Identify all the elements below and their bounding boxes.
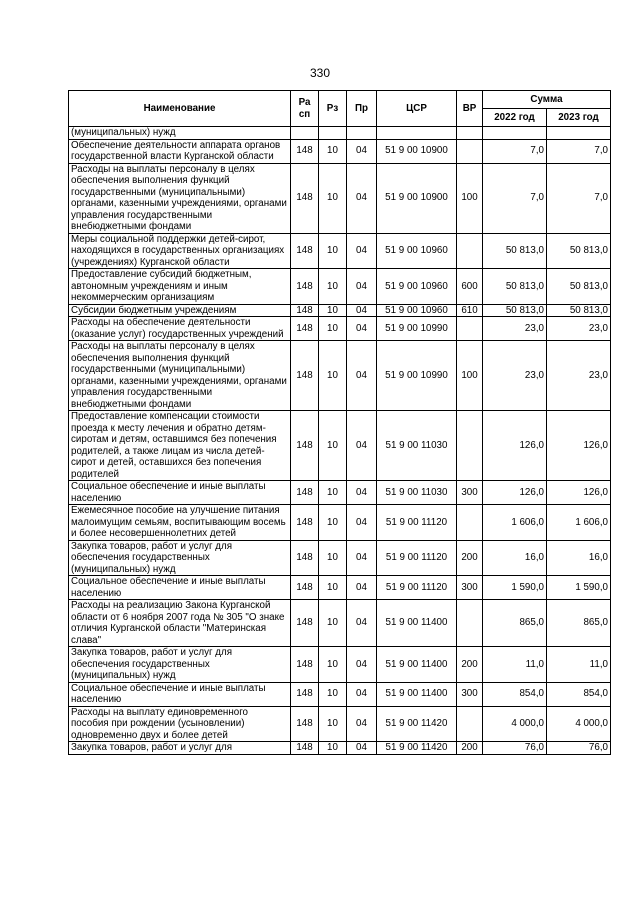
- table-row: [69, 269, 611, 305]
- table-row: [69, 233, 611, 269]
- row-pr: 04: [347, 682, 377, 706]
- header-csr: ЦСР: [377, 91, 457, 127]
- row-csr: 51 9 00 10900: [377, 139, 457, 163]
- row-sum-2023: 854,0: [547, 682, 611, 706]
- header-rasp: Ра сп: [291, 91, 319, 127]
- row-sum-2023: 4 000,0: [547, 706, 611, 742]
- row-sum-2023: 50 813,0: [547, 233, 611, 269]
- row-rz: 10: [319, 481, 347, 505]
- row-csr: 51 9 00 11400: [377, 682, 457, 706]
- row-rasp: 148: [291, 682, 319, 706]
- row-sum-2023: 7,0: [547, 139, 611, 163]
- row-sum-2023: 865,0: [547, 600, 611, 647]
- row-sum-2022: 126,0: [483, 481, 547, 505]
- row-rz: 10: [319, 706, 347, 742]
- row-sum-2023: 76,0: [547, 742, 611, 755]
- table-row: [69, 706, 611, 742]
- row-sum-2022: 865,0: [483, 600, 547, 647]
- row-pr: [347, 127, 377, 140]
- row-rasp: 148: [291, 269, 319, 305]
- row-rz: 10: [319, 163, 347, 233]
- row-vr: [457, 233, 483, 269]
- row-name: (муниципальных) нужд: [69, 127, 291, 140]
- row-pr: 04: [347, 139, 377, 163]
- row-csr: 51 9 00 11030: [377, 411, 457, 481]
- row-vr: 200: [457, 540, 483, 576]
- row-rasp: 148: [291, 505, 319, 541]
- row-name: Закупка товаров, работ и услуг для: [69, 742, 291, 755]
- header-2022: 2022 год: [483, 109, 547, 127]
- table-row: [69, 127, 611, 140]
- row-vr: 100: [457, 163, 483, 233]
- row-rz: 10: [319, 317, 347, 341]
- row-vr: [457, 127, 483, 140]
- budget-table: [68, 90, 611, 755]
- row-name: Расходы на выплаты персоналу в целях обеспечения выполнения функций государственными (муниципальными) органами, казенными учреждениями, органами управления государственными внебюджетными фондами: [69, 341, 291, 411]
- row-csr: 51 9 00 11120: [377, 576, 457, 600]
- row-csr: 51 9 00 11400: [377, 647, 457, 683]
- row-pr: 04: [347, 647, 377, 683]
- row-csr: 51 9 00 10960: [377, 233, 457, 269]
- table-row: [69, 647, 611, 683]
- row-sum-2023: [547, 127, 611, 140]
- table-row: [69, 139, 611, 163]
- row-pr: 04: [347, 269, 377, 305]
- header-vr: ВР: [457, 91, 483, 127]
- row-name: Расходы на выплату единовременного пособия при рождении (усыновлении) одновременно двух и более детей: [69, 706, 291, 742]
- row-csr: 51 9 00 10960: [377, 304, 457, 317]
- row-pr: 04: [347, 341, 377, 411]
- row-rz: 10: [319, 139, 347, 163]
- row-rasp: 148: [291, 540, 319, 576]
- row-rz: 10: [319, 576, 347, 600]
- row-pr: 04: [347, 163, 377, 233]
- row-sum-2022: 16,0: [483, 540, 547, 576]
- row-sum-2022: 1 606,0: [483, 505, 547, 541]
- row-pr: 04: [347, 600, 377, 647]
- row-pr: 04: [347, 304, 377, 317]
- row-rasp: 148: [291, 341, 319, 411]
- row-rz: 10: [319, 411, 347, 481]
- table-row: [69, 304, 611, 317]
- row-sum-2022: 23,0: [483, 341, 547, 411]
- row-rz: 10: [319, 341, 347, 411]
- row-vr: [457, 139, 483, 163]
- row-name: Ежемесячное пособие на улучшение питания малоимущим семьям, воспитывающим восемь и более несовершеннолетних детей: [69, 505, 291, 541]
- row-sum-2022: 1 590,0: [483, 576, 547, 600]
- row-sum-2023: 50 813,0: [547, 304, 611, 317]
- row-pr: 04: [347, 317, 377, 341]
- row-sum-2022: 854,0: [483, 682, 547, 706]
- row-rasp: 148: [291, 139, 319, 163]
- row-rz: 10: [319, 304, 347, 317]
- row-sum-2022: 7,0: [483, 163, 547, 233]
- row-rasp: [291, 127, 319, 140]
- row-csr: 51 9 00 11120: [377, 505, 457, 541]
- row-rasp: 148: [291, 163, 319, 233]
- row-name: Меры социальной поддержки детей-сирот, находящихся в государственных организациях (учреждениях) Курганской области: [69, 233, 291, 269]
- row-vr: [457, 600, 483, 647]
- row-sum-2023: 23,0: [547, 341, 611, 411]
- row-name: Закупка товаров, работ и услуг для обеспечения государственных (муниципальных) нужд: [69, 540, 291, 576]
- row-vr: 300: [457, 481, 483, 505]
- table-row: [69, 682, 611, 706]
- header-sum: Сумма: [483, 91, 611, 109]
- page-number: 330: [309, 66, 331, 80]
- table-row: [69, 341, 611, 411]
- row-rz: 10: [319, 600, 347, 647]
- row-pr: 04: [347, 742, 377, 755]
- header-2023: 2023 год: [547, 109, 611, 127]
- row-sum-2022: 4 000,0: [483, 706, 547, 742]
- row-vr: 610: [457, 304, 483, 317]
- row-sum-2022: 50 813,0: [483, 269, 547, 305]
- row-name: Закупка товаров, работ и услуг для обеспечения государственных (муниципальных) нужд: [69, 647, 291, 683]
- table-row: [69, 505, 611, 541]
- table-row: [69, 742, 611, 755]
- row-sum-2023: 23,0: [547, 317, 611, 341]
- row-csr: 51 9 00 11400: [377, 600, 457, 647]
- row-pr: 04: [347, 706, 377, 742]
- table-row: [69, 540, 611, 576]
- row-rz: [319, 127, 347, 140]
- row-pr: 04: [347, 233, 377, 269]
- row-rasp: 148: [291, 481, 319, 505]
- row-csr: 51 9 00 10900: [377, 163, 457, 233]
- table-row: [69, 600, 611, 647]
- table-row: [69, 317, 611, 341]
- row-sum-2023: 50 813,0: [547, 269, 611, 305]
- table-row: [69, 411, 611, 481]
- row-sum-2023: 7,0: [547, 163, 611, 233]
- row-vr: [457, 505, 483, 541]
- row-rasp: 148: [291, 742, 319, 755]
- row-vr: 200: [457, 647, 483, 683]
- row-rasp: 148: [291, 576, 319, 600]
- row-rz: 10: [319, 647, 347, 683]
- row-csr: 51 9 00 11420: [377, 706, 457, 742]
- row-rz: 10: [319, 540, 347, 576]
- table-body: [69, 127, 611, 755]
- row-rz: 10: [319, 682, 347, 706]
- row-rasp: 148: [291, 317, 319, 341]
- row-rasp: 148: [291, 600, 319, 647]
- row-name: Социальное обеспечение и иные выплаты населению: [69, 481, 291, 505]
- table-row: [69, 576, 611, 600]
- row-name: Расходы на выплаты персоналу в целях обеспечения выполнения функций государственными (муниципальными) органами, казенными учреждениями, органами управления государственными внебюджетными фондами: [69, 163, 291, 233]
- row-vr: [457, 317, 483, 341]
- row-csr: 51 9 00 11030: [377, 481, 457, 505]
- row-vr: 100: [457, 341, 483, 411]
- row-sum-2022: 7,0: [483, 139, 547, 163]
- header-pr: Пр: [347, 91, 377, 127]
- row-csr: 51 9 00 10960: [377, 269, 457, 305]
- row-name: Социальное обеспечение и иные выплаты населению: [69, 682, 291, 706]
- row-vr: [457, 706, 483, 742]
- row-sum-2022: 126,0: [483, 411, 547, 481]
- row-sum-2023: 16,0: [547, 540, 611, 576]
- row-sum-2022: 76,0: [483, 742, 547, 755]
- row-name: Предоставление компенсации стоимости проезда к месту лечения и обратно детям-сиротам и детям, оставшимся без попечения родителей, а также лицам из числа детей-сирот и детей, оставшихся без попечения родителей: [69, 411, 291, 481]
- row-rasp: 148: [291, 706, 319, 742]
- row-sum-2022: [483, 127, 547, 140]
- row-sum-2023: 11,0: [547, 647, 611, 683]
- row-csr: 51 9 00 10990: [377, 341, 457, 411]
- row-sum-2022: 11,0: [483, 647, 547, 683]
- row-vr: 600: [457, 269, 483, 305]
- row-sum-2022: 50 813,0: [483, 233, 547, 269]
- row-name: Расходы на обеспечение деятельности (оказание услуг) государственных учреждений: [69, 317, 291, 341]
- row-csr: 51 9 00 11120: [377, 540, 457, 576]
- row-name: Субсидии бюджетным учреждениям: [69, 304, 291, 317]
- header-rz: Рз: [319, 91, 347, 127]
- row-rasp: 148: [291, 647, 319, 683]
- row-rz: 10: [319, 505, 347, 541]
- row-rz: 10: [319, 269, 347, 305]
- row-name: Обеспечение деятельности аппарата органов государственной власти Курганской области: [69, 139, 291, 163]
- row-pr: 04: [347, 505, 377, 541]
- row-pr: 04: [347, 540, 377, 576]
- row-pr: 04: [347, 481, 377, 505]
- row-csr: [377, 127, 457, 140]
- row-vr: [457, 411, 483, 481]
- header-name: Наименование: [69, 91, 291, 127]
- row-rasp: 148: [291, 233, 319, 269]
- row-sum-2023: 126,0: [547, 481, 611, 505]
- row-csr: 51 9 00 11420: [377, 742, 457, 755]
- row-vr: 300: [457, 576, 483, 600]
- table-row: [69, 163, 611, 233]
- row-pr: 04: [347, 576, 377, 600]
- row-rasp: 148: [291, 304, 319, 317]
- row-pr: 04: [347, 411, 377, 481]
- row-sum-2022: 23,0: [483, 317, 547, 341]
- row-vr: 200: [457, 742, 483, 755]
- table-row: [69, 481, 611, 505]
- row-name: Социальное обеспечение и иные выплаты населению: [69, 576, 291, 600]
- row-sum-2023: 1 590,0: [547, 576, 611, 600]
- header-row: [69, 91, 611, 109]
- row-rasp: 148: [291, 411, 319, 481]
- row-csr: 51 9 00 10990: [377, 317, 457, 341]
- row-name: Расходы на реализацию Закона Курганской области от 6 ноября 2007 года № 305 "О знаке отличия Курганской области "Материнская слава": [69, 600, 291, 647]
- row-vr: 300: [457, 682, 483, 706]
- row-rz: 10: [319, 233, 347, 269]
- row-name: Предоставление субсидий бюджетным, автономным учреждениям и иным некоммерческим организациям: [69, 269, 291, 305]
- row-sum-2023: 126,0: [547, 411, 611, 481]
- row-sum-2023: 1 606,0: [547, 505, 611, 541]
- row-sum-2022: 50 813,0: [483, 304, 547, 317]
- row-rz: 10: [319, 742, 347, 755]
